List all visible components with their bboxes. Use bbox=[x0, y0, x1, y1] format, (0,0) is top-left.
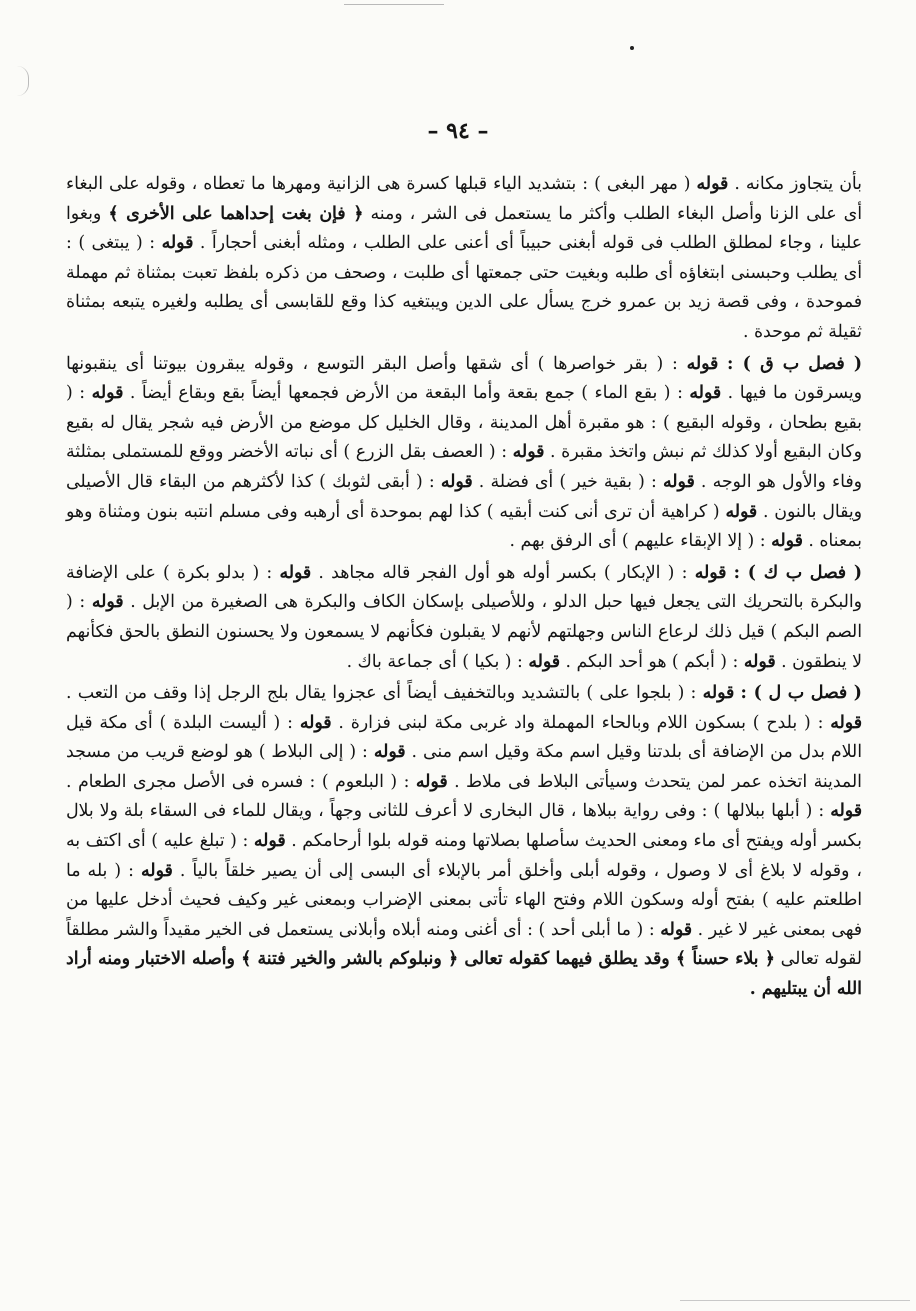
text-run: : ( تبلغ عليه ) أى اكتف به ، وقوله لا بلاغ أى لا وصول ، وقوله أبلى وأخلق أمر بالإبلاء أى البسى إلى أن يصير خلقاً بالياً . bbox=[66, 831, 862, 881]
bold-keyword: قوله bbox=[279, 562, 312, 583]
bold-keyword: قوله bbox=[161, 233, 194, 254]
bold-keyword: قوله bbox=[743, 651, 776, 672]
body-text bbox=[66, 170, 862, 1005]
bold-keyword: قوله bbox=[702, 683, 735, 704]
text-run: : ( بقر خواصرها ) أى شقها وأصل البقر التوسع ، وقوله يبقرون بيوتنا أى ينقبونها ويسرقون ما فيها . bbox=[66, 353, 862, 404]
bold-keyword: قوله bbox=[696, 174, 729, 194]
text-run: : ( الإبكار ) بكسر أوله هو أول الفجر قاله مجاهد . bbox=[311, 562, 695, 583]
top-rule bbox=[344, 4, 444, 5]
text-run: : ( بله ما اطلعتم عليه ) بفتح أوله وسكون اللام وفتح الهاء تأتى بمعنى الإضراب وبمعنى غير وكيف فحيث أدخل عليها من فهى بمعنى غير لا غير . bbox=[66, 860, 862, 940]
bold-keyword: قوله bbox=[91, 383, 124, 404]
paragraph bbox=[66, 559, 862, 677]
text-run: : ( بكيا ) أى جماعة باك . bbox=[346, 651, 529, 672]
text-run: : ( العصف بقل الزرع ) أى نباته الأخضر ووقع للمستملى بمثلثة وفاء والأول هو الوجه . bbox=[66, 442, 862, 492]
text-run: : ( ما أبلى أحد ) : أى أغنى ومنه أبلاه وأبلانى يستعمل فى الخير مقيداً والشر مطلقاً لقوله تعالى bbox=[66, 919, 862, 970]
text-run: : ( بقع الماء ) جمع بقعة وأما البقعة من الأرض فجمعها أيضاً بقع وبقاع أيضاً . bbox=[123, 383, 690, 404]
text-run: : ( بدلو بكرة ) على الإضافة والبكرة بالتحريك التى يجعل فيها حبل الدلو ، وللأصيلى بإسكان الكاف والبكرة هى الصغيرة من الإبل . bbox=[66, 562, 862, 613]
bold-keyword: قوله bbox=[141, 860, 173, 881]
text-run: : ( يبتغى ) : أى يطلب وحبسنى ابتغاؤه أى طلبه وبغيت حتى جمعتها أى طلبت ، وصحف من ذكره بلفظ تعبت بمثناة ثم مهملة فموحدة ، وفى قصة زيد بن عمرو خرج يسأل على الدين ويبتغيه كذا وقع للقابسى أى يطلبه ولغيره يتبعه بمثناة ثقيلة ثم موحدة . bbox=[66, 233, 862, 342]
bold-keyword: قوله bbox=[253, 831, 286, 852]
text-run: وبغوا علينا ، وجاء لمطلق الطلب فى قوله أبغنى حبيباً أى أعنى على الطلب ، ومثله أبغنى أحجاراً . bbox=[66, 203, 863, 254]
text-run: : ( بقية خير ) أى فضلة . bbox=[472, 471, 664, 492]
text-run: : ( البلعوم ) : فسره فى الأصل مجرى الطعام . bbox=[66, 771, 416, 792]
paragraph bbox=[66, 679, 862, 1005]
text-run: : ( إلا الإبقاء عليهم ) أى الرفق بهم . bbox=[509, 531, 772, 552]
print-dot bbox=[630, 46, 634, 50]
bold-keyword: ( فصل ب ل ) : bbox=[740, 683, 862, 704]
bold-keyword: ( فصل ب ك ) : bbox=[733, 562, 862, 583]
bold-keyword: قوله bbox=[512, 442, 545, 463]
bold-keyword: قوله bbox=[689, 383, 722, 404]
text-run bbox=[718, 354, 727, 374]
paragraph bbox=[66, 350, 862, 557]
paragraph bbox=[66, 170, 862, 348]
bold-keyword: قوله bbox=[830, 712, 862, 733]
text-run: : ( أبكم ) هو أحد البكم . bbox=[560, 651, 744, 672]
bold-keyword: قوله bbox=[771, 531, 803, 552]
text-run bbox=[726, 563, 733, 583]
bottom-rule bbox=[680, 1300, 910, 1301]
text-run: : ( أبلها ببلالها ) : وفى رواية ببلاها ، قال البخارى لا أعرف للثانى وجهاً ، ويقال للماء فى السقاء بلة ولا بلال بكسر أوله ويفتح أى ماء ومعنى الحديث سأصلها بصلاتها ومنه قوله بلوا أرحامكم . bbox=[66, 801, 862, 852]
text-run: : ( بلجوا على ) بالتشديد وبالتخفيف أيضاً أى عجزوا يقال بلج الرجل إذا وقف من التعب . bbox=[66, 683, 703, 704]
bold-keyword: قوله bbox=[686, 353, 719, 374]
bold-keyword: قوله bbox=[528, 651, 561, 672]
page-number: – ٩٤ – bbox=[427, 118, 489, 144]
text-run: : ( بقيع بطحان ، وقوله البقيع ) : هو مقبرة أهل المدينة ، وقال الخليل كل موضع من الأرض فيه شجر يقال له بقيع وكان البقيع أولا كذلك ثم نبش واتخذ مقبرة . bbox=[66, 383, 862, 463]
text-run: : ( أبقى لثوبك ) كذا لأكثرهم من البقاء قال الأصيلى ويقال بالنون . bbox=[66, 471, 862, 522]
margin-mark bbox=[10, 66, 29, 96]
text-run: ( مهر البغى ) : بتشديد الياء قبلها كسرة هى الزانية ومهرها ما تعطاه ، وقوله على البغاء أى على الزنا وأصل البغاء الطلب وأكثر ما يستعمل فى الشر ، ومنه bbox=[66, 174, 863, 224]
text-run: : ( الصم البكم ) قيل ذلك لرعاع الناس وجهلتهم لأنهم لا يقبلون فكأنهم لا يسمعون ولا يحسنون النطق بالحق فكأنهم لا ينطقون . bbox=[66, 592, 862, 672]
bold-keyword: قوله bbox=[415, 771, 448, 792]
text-run: بأن يتجاوز مكانه . bbox=[728, 174, 862, 194]
bold-keyword: قوله bbox=[725, 501, 758, 522]
bold-keyword: قوله bbox=[440, 471, 473, 492]
text-run: ( كراهية أن ترى أنى كنت أبقيه ) كذا لهم بموحدة أى أرهبه وفى مسلم انتبه بنون ومثناة وهو بمعناه . bbox=[66, 501, 862, 552]
bold-keyword: قوله bbox=[91, 592, 124, 613]
bold-keyword: قوله bbox=[299, 712, 332, 733]
bold-keyword: ( فصل ب ق ) : bbox=[727, 353, 862, 374]
bold-keyword: ﴿ بلاء حسناً ﴾ وقد يطلق فيهما كقوله تعالى ﴿ ونبلوكم بالشر والخير فتنة ﴾ وأصله الاختبار ومنه أراد الله أن يبتليهم . bbox=[66, 949, 862, 1000]
bold-keyword: قوله bbox=[660, 919, 693, 940]
bold-keyword: قوله bbox=[663, 471, 695, 492]
bold-keyword: قوله bbox=[694, 562, 727, 583]
bold-keyword: قوله bbox=[830, 801, 862, 822]
text-run: : ( بلدح ) بسكون اللام وبالحاء المهملة واد غربى مكة لبنى فزارة . bbox=[331, 712, 831, 733]
bold-keyword: قوله bbox=[373, 742, 406, 763]
text-run: : ( إلى البلاط ) هو لوضع قريب من مسجد المدينة اتخذه عمر لمن يتحدث وسيأتى البلاط فى ملاط . bbox=[66, 742, 862, 792]
text-run: : ( أليست البلدة ) أى مكة قيل اللام بدل من الإضافة أى بلدتنا وقيل اسم مكة وقيل اسم منى . bbox=[66, 712, 862, 763]
bold-keyword: ﴿ فإن بغت إحداهما على الأخرى ﴾ bbox=[108, 203, 364, 224]
